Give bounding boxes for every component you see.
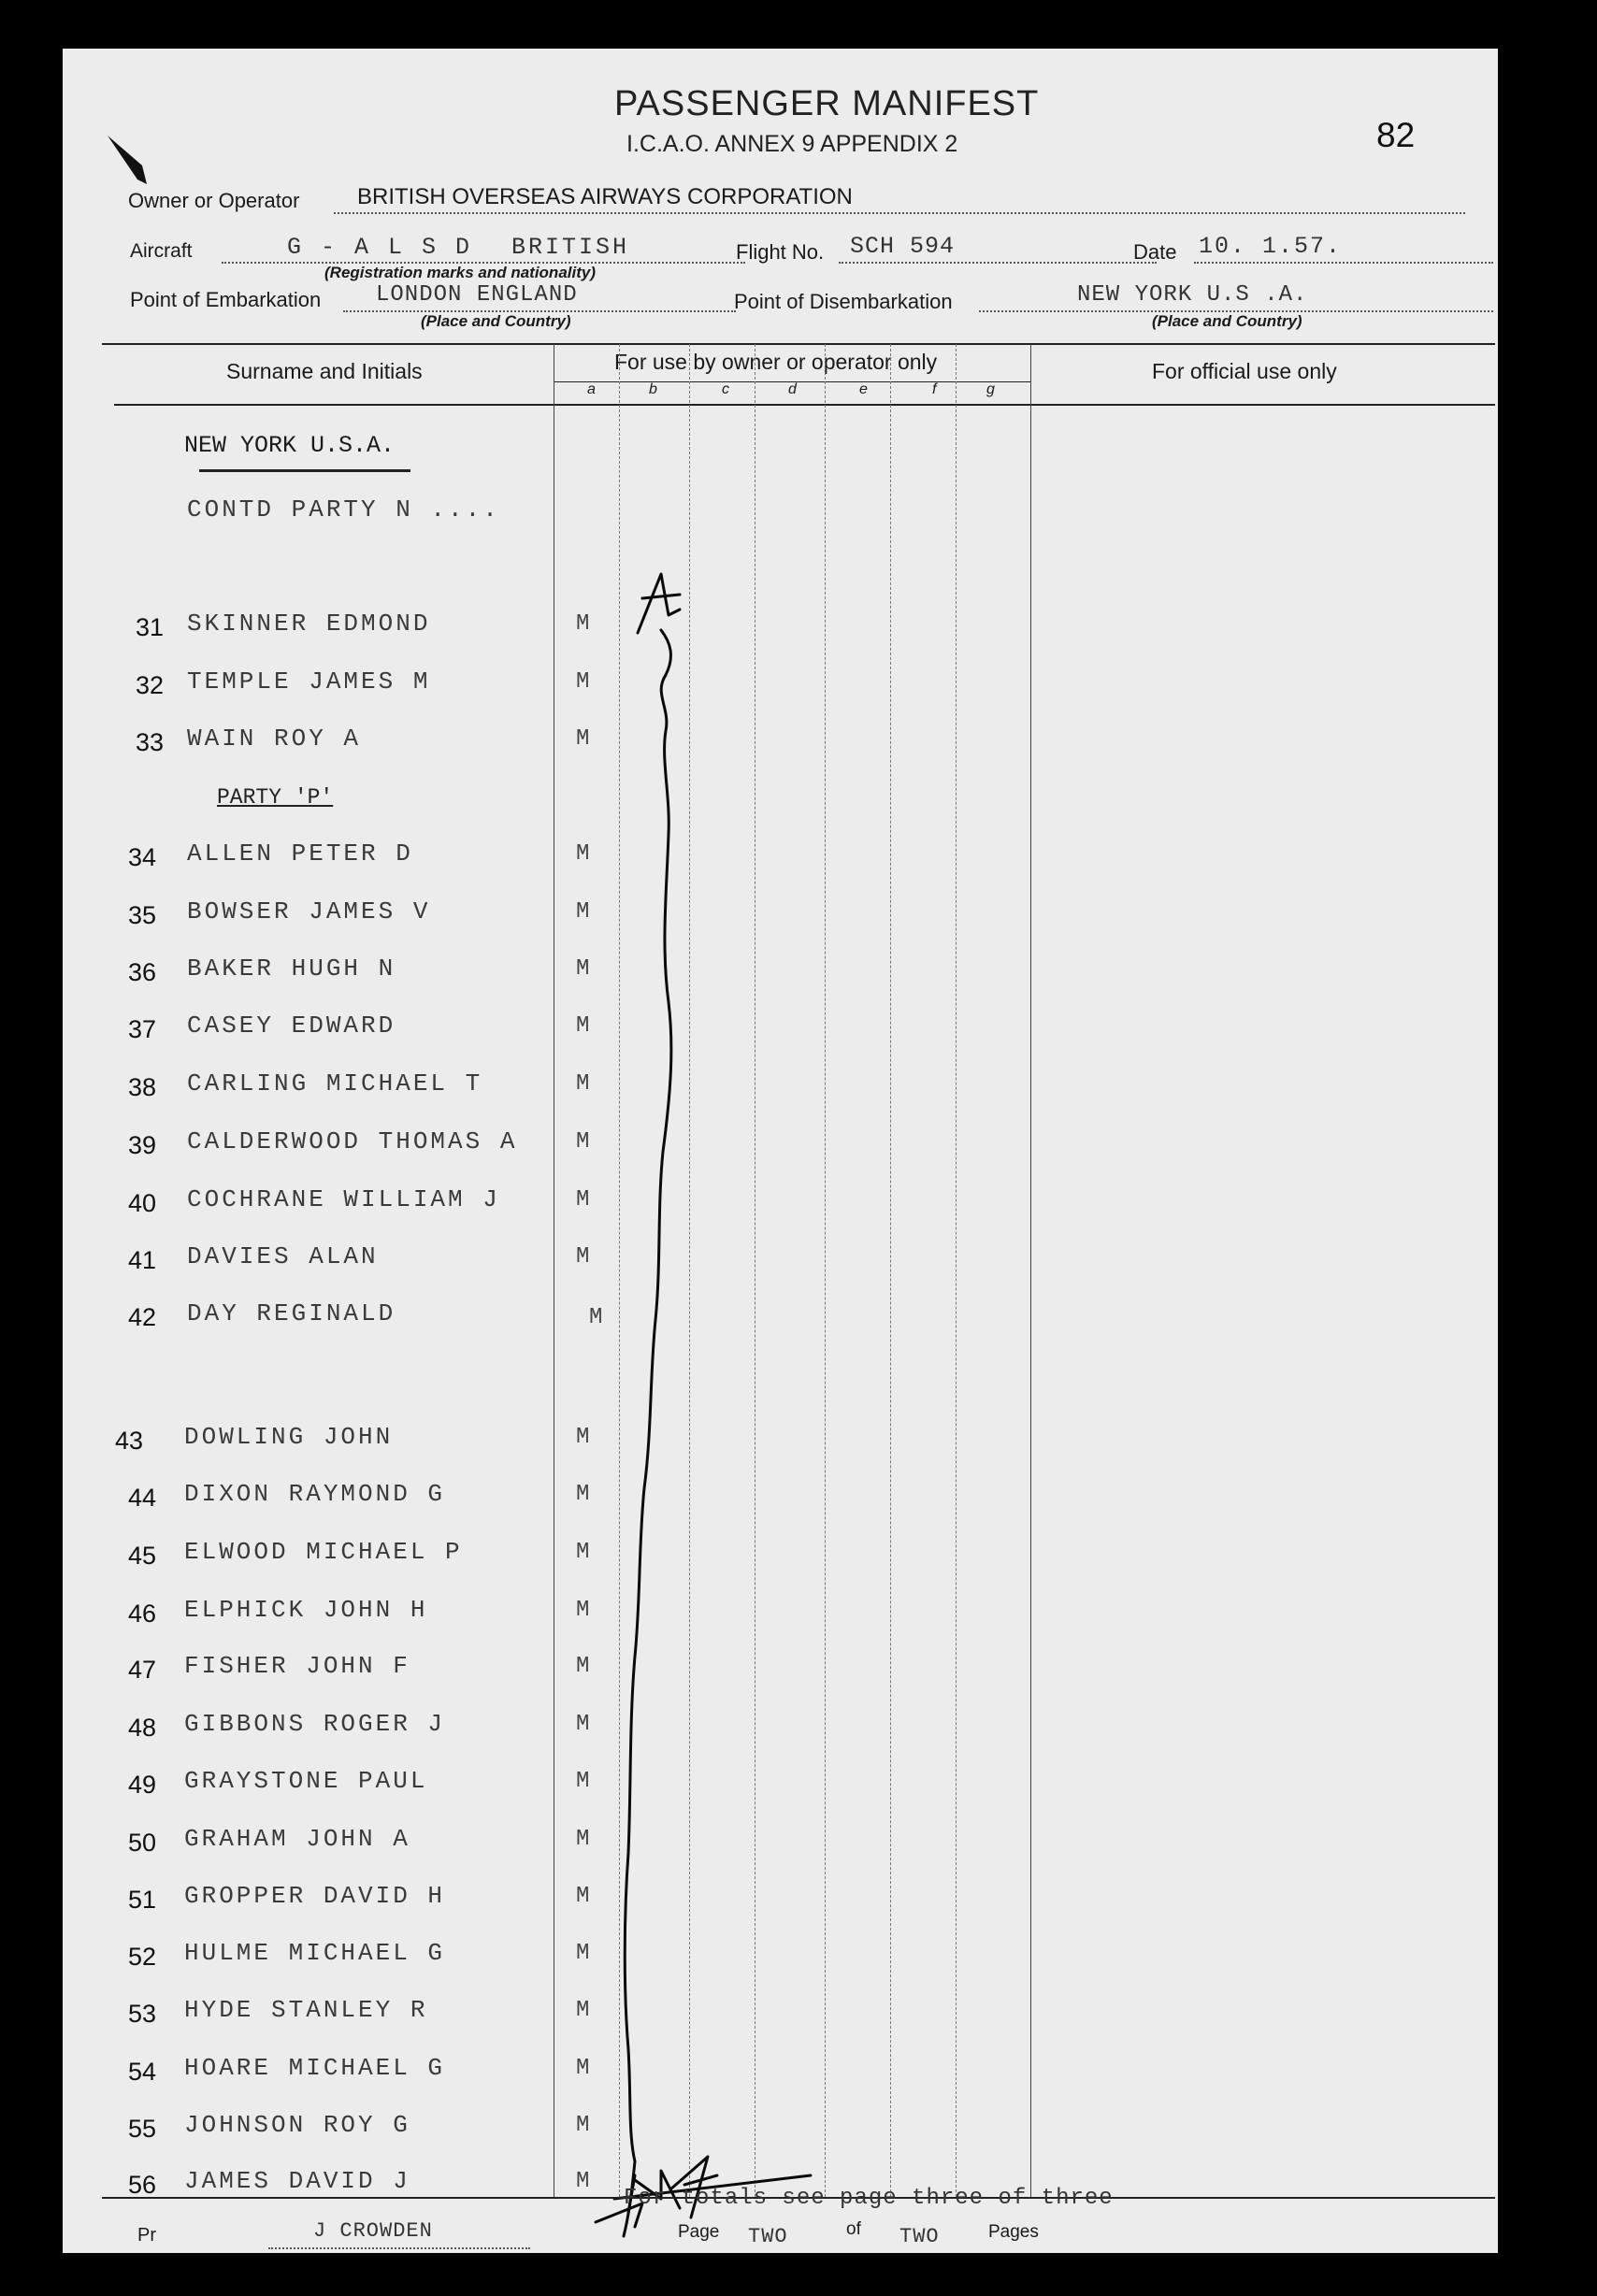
passenger-number: 54 [128, 2058, 157, 2086]
passenger-name: DOWLING JOHN [184, 1423, 394, 1451]
aircraft-registration: G - A L S D [287, 234, 473, 261]
passenger-name: CARLING MICHAEL T [187, 1069, 483, 1098]
page-label: Page [678, 2222, 720, 2242]
col-header-official: For official use only [1152, 359, 1337, 383]
passenger-name: DAVIES ALAN [187, 1242, 379, 1270]
passenger-number: 38 [128, 1073, 157, 1101]
passenger-sex: M [576, 1598, 590, 1623]
passenger-sex: M [589, 1305, 603, 1330]
passenger-name: WAIN ROY A [187, 725, 362, 753]
destination-heading: NEW YORK U.S.A. [184, 432, 396, 459]
passenger-sex: M [576, 956, 590, 982]
passenger-sex: M [576, 1071, 590, 1097]
passenger-sex: M [576, 1129, 590, 1155]
passenger-name: HOARE MICHAEL G [184, 2054, 446, 2082]
passenger-name: ELPHICK JOHN H [184, 1596, 428, 1624]
sub-column-b: b [649, 381, 657, 397]
passenger-name: SKINNER EDMOND [187, 610, 431, 638]
passenger-number: 41 [128, 1246, 157, 1274]
passenger-number: 36 [128, 958, 157, 986]
passenger-number: 55 [128, 2115, 157, 2143]
passenger-sex: M [576, 1013, 590, 1039]
sub-column-d: d [788, 381, 797, 397]
party-p-heading: PARTY 'P' [217, 785, 334, 810]
manifest-subtitle: I.C.A.O. ANNEX 9 APPENDIX 2 [626, 131, 958, 157]
passenger-name: GRAHAM JOHN A [184, 1825, 410, 1853]
passenger-sex: M [576, 1654, 590, 1679]
disembark-note: (Place and Country) [1152, 312, 1302, 330]
passenger-name: BOWSER JAMES V [187, 897, 431, 926]
passenger-name: CASEY EDWARD [187, 1012, 396, 1040]
handwritten-line-mark [63, 49, 1498, 2253]
col-header-name: Surname and Initials [226, 359, 423, 383]
passenger-number: 33 [136, 728, 165, 756]
sub-column-a: a [587, 381, 596, 397]
passenger-sex: M [576, 1425, 590, 1450]
passenger-name: FISHER JOHN F [184, 1652, 410, 1680]
passenger-name: CALDERWOOD THOMAS A [187, 1127, 518, 1155]
embark-value: LONDON ENGLAND [376, 282, 578, 308]
passenger-number: 50 [128, 1829, 157, 1857]
passenger-sex: M [576, 1187, 590, 1213]
passenger-number: 37 [128, 1015, 157, 1043]
passenger-number: 45 [128, 1542, 157, 1570]
owner-label: Owner or Operator [128, 189, 300, 212]
disembark-label: Point of Disembarkation [734, 290, 953, 313]
date-label: Date [1133, 240, 1177, 264]
passenger-number: 35 [128, 901, 157, 929]
passenger-number: 49 [128, 1771, 157, 1799]
passenger-number: 42 [128, 1303, 157, 1331]
passenger-name: DIXON RAYMOND G [184, 1480, 446, 1508]
contd-party-heading: CONTD PARTY N .... [187, 495, 500, 524]
passenger-number: 51 [128, 1886, 157, 1914]
passenger-name: HYDE STANLEY R [184, 1996, 428, 2024]
date-value: 10. 1.57. [1199, 233, 1343, 260]
aircraft-nationality: BRITISH [511, 234, 630, 261]
passenger-number: 47 [128, 1656, 157, 1684]
passenger-number: 40 [128, 1189, 157, 1217]
passenger-name: ELWOOD MICHAEL P [184, 1538, 463, 1566]
passenger-number: 44 [128, 1484, 157, 1512]
passenger-name: GIBBONS ROGER J [184, 1710, 446, 1738]
passenger-name: COCHRANE WILLIAM J [187, 1185, 500, 1213]
prepared-label: Pr [137, 2225, 156, 2246]
pages-label: Pages [988, 2222, 1039, 2242]
passenger-sex: M [576, 669, 590, 695]
passenger-number: 46 [128, 1600, 157, 1628]
passenger-sex: M [576, 1827, 590, 1852]
passenger-sex: M [576, 1712, 590, 1737]
aircraft-note: (Registration marks and nationality) [324, 264, 596, 281]
passenger-sex: M [576, 1482, 590, 1507]
owner-value: BRITISH OVERSEAS AIRWAYS CORPORATION [357, 184, 853, 209]
passenger-sex: M [576, 1540, 590, 1565]
of-value: TWO [899, 2225, 940, 2248]
passenger-sex: M [576, 726, 590, 752]
col-header-operator: For use by owner or operator only [614, 350, 938, 374]
passenger-sex: M [576, 1998, 590, 2023]
passenger-sex: M [576, 899, 590, 925]
manifest-page [63, 49, 1498, 2253]
page-number: 82 [1376, 116, 1416, 154]
passenger-number: 53 [128, 2000, 157, 2028]
passenger-sex: M [576, 611, 590, 637]
passenger-name: JAMES DAVID J [184, 2167, 410, 2195]
passenger-name: TEMPLE JAMES M [187, 667, 431, 696]
sub-column-g: g [986, 381, 995, 397]
passenger-name: GRAYSTONE PAUL [184, 1767, 428, 1795]
disembark-value: NEW YORK U.S .A. [1077, 282, 1308, 308]
sub-column-f: f [932, 381, 937, 397]
aircraft-label: Aircraft [130, 240, 193, 262]
passenger-number: 48 [128, 1714, 157, 1742]
totals-note: For totals see page three of three [624, 2186, 1114, 2211]
passenger-sex: M [576, 841, 590, 867]
of-label: of [846, 2219, 861, 2239]
embark-note: (Place and Country) [421, 312, 571, 330]
passenger-sex: M [576, 2169, 590, 2194]
sub-column-e: e [859, 381, 868, 397]
passenger-sex: M [576, 1244, 590, 1270]
embark-label: Point of Embarkation [130, 288, 322, 311]
passenger-number: 56 [128, 2171, 157, 2199]
passenger-name: DAY REGINALD [187, 1299, 396, 1327]
passenger-sex: M [576, 1941, 590, 1966]
flight-number: SCH 594 [850, 233, 956, 260]
flight-label: Flight No. [736, 240, 825, 264]
passenger-number: 52 [128, 1943, 157, 1971]
page-value: TWO [748, 2225, 788, 2248]
passenger-name: BAKER HUGH N [187, 954, 396, 983]
prepared-value: J CROWDEN [313, 2219, 433, 2243]
passenger-sex: M [576, 2056, 590, 2081]
manifest-title: PASSENGER MANIFEST [614, 84, 1040, 123]
passenger-sex: M [576, 1884, 590, 1909]
passenger-number: 32 [136, 671, 165, 699]
passenger-name: JOHNSON ROY G [184, 2111, 410, 2139]
passenger-number: 34 [128, 843, 157, 871]
passenger-name: HULME MICHAEL G [184, 1939, 446, 1967]
passenger-number: 43 [115, 1427, 144, 1455]
passenger-number: 31 [136, 613, 165, 641]
passenger-sex: M [576, 1769, 590, 1794]
passenger-name: ALLEN PETER D [187, 839, 413, 868]
sub-column-c: c [722, 381, 729, 397]
passenger-name: GROPPER DAVID H [184, 1882, 446, 1910]
passenger-number: 39 [128, 1131, 157, 1159]
passenger-sex: M [576, 2113, 590, 2138]
